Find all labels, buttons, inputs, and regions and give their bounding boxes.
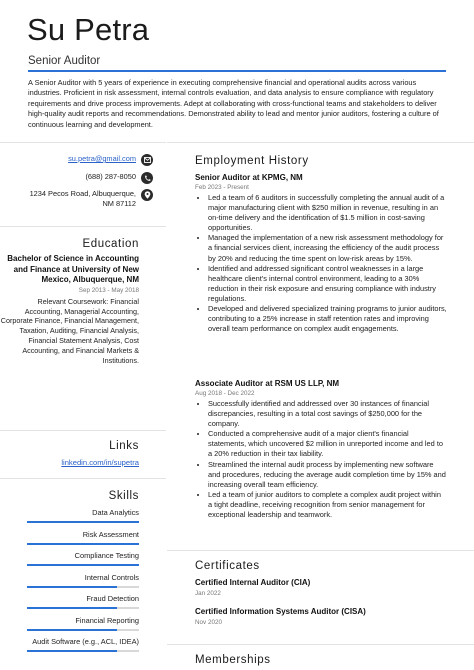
divider <box>167 550 474 551</box>
skill-item <box>27 530 139 545</box>
skill-level-bar <box>27 564 139 566</box>
job-bullet: • Conducted a comprehensive audit of a major client's financial statements, which uncovered $2 million in unreported income and led to a 20% reduction in their tax liability. <box>208 429 447 459</box>
job-bullet: • Led a team of 6 auditors in successfully completing the annual audit of a major manufacturing client with $250 million in revenue, resulting in an on-time delivery and the identification of $1.5 million in cost-saving opportunities. <box>208 193 447 233</box>
address-text: 1234 Pecos Road, Albuquerque, NM 87112 <box>29 189 136 209</box>
skill-name: Audit Software (e.g., ACL, IDEA) <box>32 637 139 646</box>
certificates-heading: Certificates <box>195 560 260 572</box>
title-underline <box>28 70 446 72</box>
skill-level-fill <box>27 521 139 523</box>
left-column <box>0 142 166 670</box>
job-bullet: • Led a team of junior auditors to complete a complex audit project within a tight deadline, receiving recognition from senior management for exceptional leadership and teamwork. <box>208 490 447 520</box>
job-bullet: • Managed the implementation of a new risk assessment methodology for a financial services client, increasing the efficiency of the audit process by 20% and reducing the time spent on low-risk areas by 15%. <box>208 233 447 263</box>
divider <box>0 226 166 227</box>
skill-name: Risk Assessment <box>82 529 139 539</box>
job-bullets <box>195 399 447 520</box>
contact-address <box>21 189 153 209</box>
skill-level-bar <box>27 629 139 631</box>
skill-level-fill <box>27 586 117 588</box>
divider <box>0 478 166 479</box>
skill-item <box>27 508 139 523</box>
job-bullets <box>195 193 447 334</box>
divider <box>0 430 166 431</box>
education-date: Sep 2013 - May 2018 <box>78 286 139 294</box>
certificate-name: Certified Information Systems Auditor (CISA) <box>195 607 366 616</box>
email-link[interactable]: su.petra@gmail.com <box>68 154 136 163</box>
job-title: Senior Auditor <box>28 55 101 67</box>
employment-heading: Employment History <box>195 155 309 167</box>
linkedin-link[interactable]: linkedin.com/in/supetra <box>61 458 139 467</box>
skill-item <box>27 573 139 588</box>
email-icon <box>141 154 153 166</box>
skill-level-bar <box>27 607 139 609</box>
certificate-entry <box>195 607 455 626</box>
candidate-name: Su Petra <box>27 12 150 47</box>
memberships-heading: Memberships <box>195 654 271 666</box>
job-entry-title: Associate Auditor at RSM US LLP, NM <box>195 379 340 388</box>
phone-number: (688) 287-8050 <box>85 172 136 181</box>
job-bullet: • Developed and delivered specialized training programs to junior auditors, contributing to a 25% increase in staff retention rates and improving overall team performance on complex audit engagements. <box>208 304 447 334</box>
skill-item <box>27 594 139 609</box>
skill-item <box>27 551 139 566</box>
job-bullet: • Identified and addressed significant control weaknesses in a large healthcare client's internal control environment, leading to a 30% reduction in their risk exposure and ensuring compliance with industry regulations. <box>208 264 447 304</box>
right-column <box>167 142 474 670</box>
job-entry <box>195 379 447 520</box>
job-entry-date: Aug 2018 - Dec 2022 <box>195 390 255 397</box>
phone-icon <box>141 172 153 184</box>
divider <box>167 644 474 645</box>
summary-paragraph: A Senior Auditor with 5 years of experience in executing comprehensive financial and operational audits across various industries. Proficient in risk assessment, internal controls evaluation, and data analysis to ensure compliance with regulatory requirements and drive process improvements. Adept at collaborating with cross-functional teams and stakeholders to deliver high-quality audit reports and recommendations. Demonstrated ability to lead and mentor junior auditors, fostering a culture of continuous learning and development. <box>28 78 439 129</box>
skill-level-fill <box>27 607 117 609</box>
skill-level-fill <box>27 543 139 545</box>
skill-name: Internal Controls <box>84 572 139 582</box>
education-heading: Education <box>82 238 139 250</box>
job-bullet: • Successfully identified and addressed over 30 instances of financial discrepancies, resulting in a total cost savings of $250,000 for the company. <box>208 399 447 429</box>
skill-level-bar <box>27 586 139 588</box>
location-icon <box>141 189 153 201</box>
education-entry <box>0 254 139 365</box>
job-bullet: • Streamlined the internal audit process by implementing new software and procedures, reducing the average audit completion time by 15% and increasing overall team efficiency. <box>208 460 447 490</box>
skill-name: Data Analytics <box>92 508 139 517</box>
degree: Bachelor of Science in Accounting and Finance at University of New Mexico, Albuquerque, NM <box>7 254 139 285</box>
skill-level-bar <box>27 521 139 523</box>
certificate-entry <box>195 578 455 597</box>
skill-level-fill <box>27 650 117 652</box>
divider <box>0 142 166 143</box>
certificate-date: Jan 2022 <box>195 590 221 597</box>
job-entry-date: Feb 2023 - Present <box>195 184 249 191</box>
skill-item <box>27 637 139 652</box>
certificate-date: Nov 2020 <box>195 619 222 626</box>
skill-level-bar <box>27 650 139 652</box>
skill-item <box>27 616 139 631</box>
job-entry-title: Senior Auditor at KPMG, NM <box>195 173 303 182</box>
links-heading: Links <box>109 440 139 452</box>
skill-name: Compliance Testing <box>74 551 139 560</box>
certificate-name: Certified Internal Auditor (CIA) <box>195 578 311 587</box>
divider <box>167 142 474 143</box>
coursework: Relevant Coursework: Financial Accounting, Managerial Accounting, Corporate Finance, Financial Management, Taxation, Auditing, Financial Analysis, Financial Statement Analysis, Cost Accounting, and Financial Markets & Institutions. <box>0 296 139 365</box>
contact-email[interactable] <box>68 154 153 166</box>
resume-header <box>0 0 474 142</box>
skill-level-bar <box>27 543 139 545</box>
skill-name: Fraud Detection <box>86 594 139 603</box>
contact-phone <box>85 172 153 184</box>
skills-heading: Skills <box>108 490 139 502</box>
job-entry <box>195 173 447 334</box>
skill-level-fill <box>27 629 117 631</box>
skill-level-fill <box>27 564 139 566</box>
skill-name: Financial Reporting <box>75 615 139 625</box>
